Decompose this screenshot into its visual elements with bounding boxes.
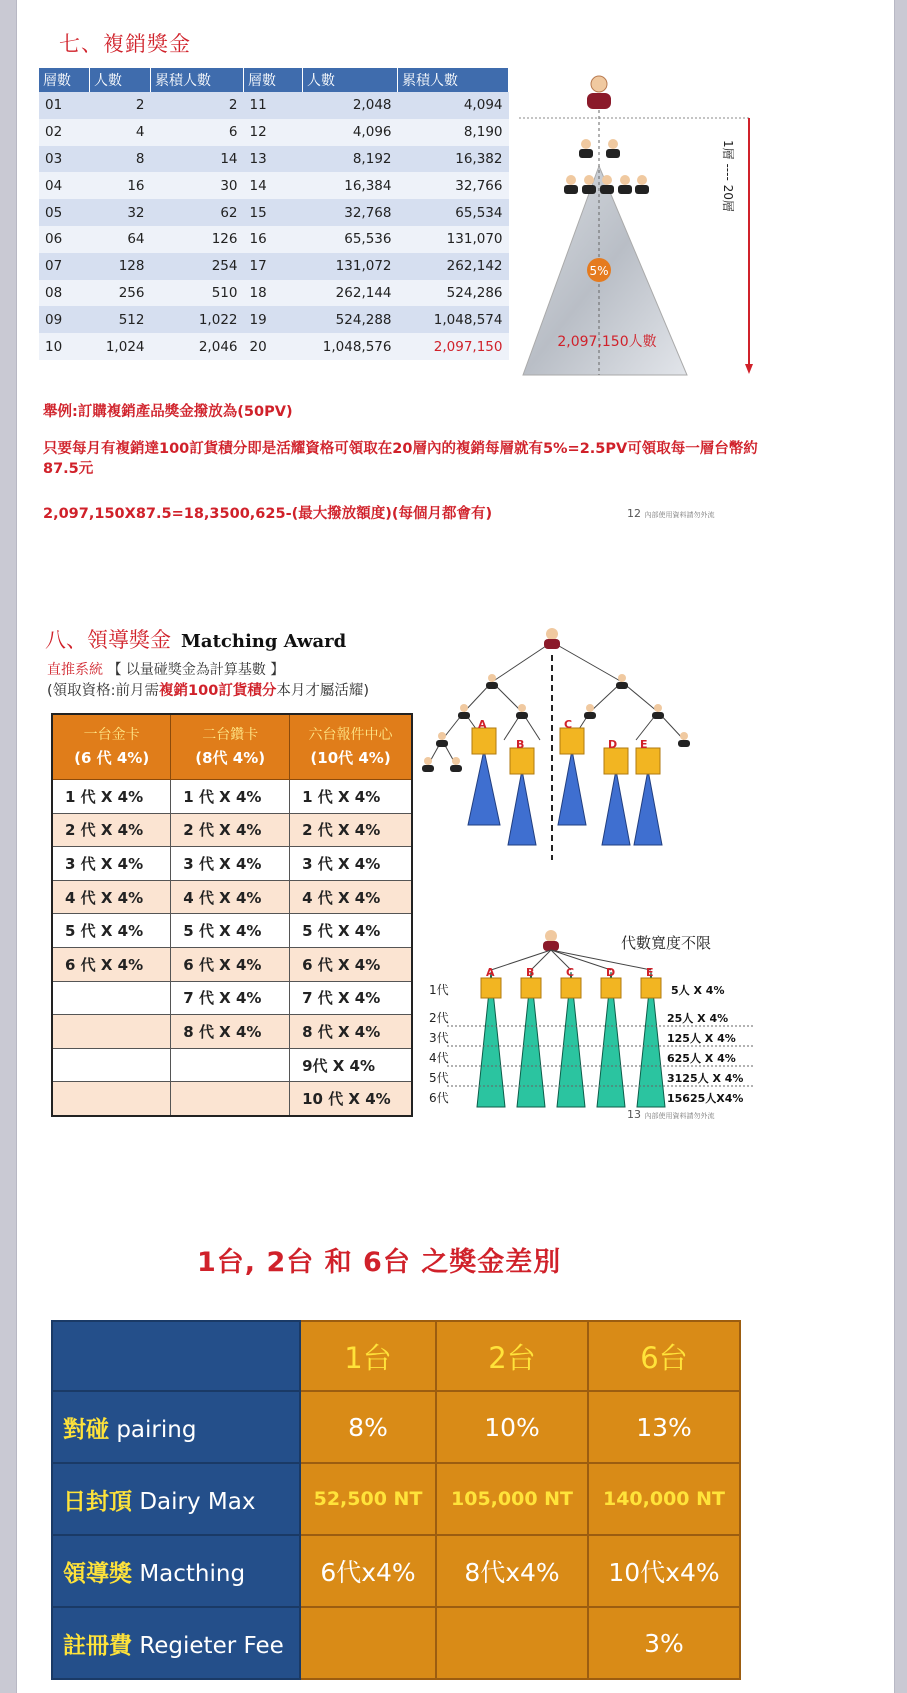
table-header-row	[52, 1321, 740, 1391]
gen-label-c: C	[566, 966, 575, 979]
example-note: 舉例:訂購複銷產品獎金撥放為(50PV)	[43, 404, 293, 420]
table-row	[52, 1391, 740, 1463]
table-cell: 05	[39, 199, 90, 226]
table-cell: 16	[90, 172, 151, 199]
table-cell: 07	[39, 253, 90, 280]
eligibility-subtitle: (領取資格:前月需複銷100訂貨積分本月才屬活耀)	[47, 683, 369, 699]
table-cell: 1,048,574	[398, 306, 509, 333]
total-people-label: 2,097,150人數	[557, 334, 657, 350]
page-number: 12 內部使用資料請勿外流	[627, 507, 715, 520]
table-cell: 126	[151, 226, 244, 253]
table-cell: 2 代 X 4%	[52, 813, 171, 847]
percent-badge: 5%	[589, 264, 609, 278]
table-cell: 03	[39, 146, 90, 173]
table-cell: 2,046	[151, 333, 244, 360]
table-row	[52, 1607, 740, 1679]
tree-label-e: E	[640, 738, 648, 751]
table-cell: 14	[244, 172, 303, 199]
table-cell: 8 代 X 4%	[290, 1015, 412, 1049]
table-cell: 02	[39, 119, 90, 146]
corner-cell	[52, 1321, 300, 1391]
table-cell: 64	[90, 226, 151, 253]
table-row	[52, 1082, 412, 1116]
header-cumulative: 累積人數	[151, 68, 244, 92]
table-cell: 262,142	[398, 253, 509, 280]
table-cell: 140,000 NT	[588, 1463, 740, 1535]
table-row	[52, 1463, 740, 1535]
table-cell: 15	[244, 199, 303, 226]
table-cell: 12	[244, 119, 303, 146]
header-level: 層數	[39, 68, 90, 92]
table-cell: 3 代 X 4%	[52, 847, 171, 881]
table-cell	[171, 1048, 290, 1082]
gen-row-1: 1代	[429, 983, 449, 997]
table-cell: 7 代 X 4%	[171, 981, 290, 1015]
table-cell: 2,048	[303, 92, 398, 119]
table-cell: 256	[90, 280, 151, 307]
table-cell: 3%	[588, 1607, 740, 1679]
table-cell: 4,094	[398, 92, 509, 119]
matching-tree-diagram	[422, 620, 732, 860]
gen-row-3: 3代	[429, 1031, 449, 1045]
document-page	[16, 0, 895, 1693]
bonus-comparison-table	[51, 1320, 741, 1680]
table-cell: 8,190	[398, 119, 509, 146]
table-cell: 8 代 X 4%	[171, 1015, 290, 1049]
table-cell: 5 代 X 4%	[171, 914, 290, 948]
row-label-daily-max: 日封頂 Dairy Max	[52, 1463, 300, 1535]
table-cell: 65,534	[398, 199, 509, 226]
table-cell: 4,096	[303, 119, 398, 146]
table-cell: 19	[244, 306, 303, 333]
row-label-matching: 領導獎 Macthing	[52, 1535, 300, 1607]
table-cell: 16,384	[303, 172, 398, 199]
header-diamond-card: 二台鑽卡 (8代 4%)	[171, 714, 290, 780]
table-cell: 20	[244, 333, 303, 360]
table-cell: 4 代 X 4%	[171, 880, 290, 914]
table-cell: 10%	[436, 1391, 588, 1463]
table-cell: 4 代 X 4%	[52, 880, 171, 914]
direct-system-subtitle: 直推系統 【 以量碰獎金為計算基數 】	[47, 662, 285, 678]
table-cell: 7 代 X 4%	[290, 981, 412, 1015]
table-cell	[436, 1607, 588, 1679]
table-header-row	[39, 68, 509, 92]
gen-count-2: 25人 X 4%	[667, 1012, 729, 1025]
page-number: 13 內部使用資料請勿外流	[627, 1108, 715, 1121]
table-cell: 128	[90, 253, 151, 280]
table-cell: 2	[90, 92, 151, 119]
tree-label-d: D	[608, 738, 618, 751]
table-header-row	[52, 714, 412, 780]
gen-row-4: 4代	[429, 1051, 449, 1065]
gen-count-4: 625人 X 4%	[667, 1052, 736, 1065]
tree-label-b: B	[516, 738, 525, 751]
table-cell: 01	[39, 92, 90, 119]
gen-count-3: 125人 X 4%	[667, 1032, 736, 1045]
gen-label-d: D	[606, 966, 616, 979]
table-cell: 09	[39, 306, 90, 333]
gen-label-b: B	[526, 966, 535, 979]
table-cell: 3 代 X 4%	[290, 847, 412, 881]
table-row	[52, 780, 412, 814]
table-cell: 10 代 X 4%	[290, 1082, 412, 1116]
table-cell: 6 代 X 4%	[52, 947, 171, 981]
row-label-pairing: 對碰 pairing	[52, 1391, 300, 1463]
table-cell: 11	[244, 92, 303, 119]
gen-label-a: A	[486, 966, 495, 979]
table-row	[52, 947, 412, 981]
table-cell: 254	[151, 253, 244, 280]
table-row	[39, 199, 509, 226]
table-cell: 32,766	[398, 172, 509, 199]
table-row	[39, 253, 509, 280]
table-cell: 4	[90, 119, 151, 146]
table-cell: 5 代 X 4%	[290, 914, 412, 948]
table-row	[52, 813, 412, 847]
table-cell: 6代x4%	[300, 1535, 436, 1607]
table-cell: 8,192	[303, 146, 398, 173]
table-row	[39, 280, 509, 307]
table-cell	[52, 1048, 171, 1082]
table-cell: 524,288	[303, 306, 398, 333]
table-cell: 13	[244, 146, 303, 173]
table-cell: 131,070	[398, 226, 509, 253]
gen-row-5: 5代	[429, 1071, 449, 1085]
table-cell	[300, 1607, 436, 1679]
table-cell: 1 代 X 4%	[171, 780, 290, 814]
table-cell: 4 代 X 4%	[290, 880, 412, 914]
header-cumulative: 累積人數	[398, 68, 509, 92]
table-cell: 04	[39, 172, 90, 199]
table-row	[52, 847, 412, 881]
table-row	[39, 226, 509, 253]
table-row	[52, 1048, 412, 1082]
table-cell: 18	[244, 280, 303, 307]
header-gold-card: 一台金卡 (6 代 4%)	[52, 714, 171, 780]
table-cell: 1,022	[151, 306, 244, 333]
row-label-register-fee: 註冊費 Regieter Fee	[52, 1607, 300, 1679]
table-cell: 512	[90, 306, 151, 333]
table-row	[39, 119, 509, 146]
repeat-sales-table	[39, 68, 509, 360]
section7-title: 七、複銷獎金	[59, 32, 191, 56]
table-cell: 510	[151, 280, 244, 307]
gen-label-e: E	[646, 966, 654, 979]
max-payout-note: 2,097,150X87.5=18,3500,625-(最大撥放額度)(每個月都會有)	[43, 506, 493, 522]
table-cell: 524,286	[398, 280, 509, 307]
gen-count-1: 5人 X 4%	[671, 984, 725, 997]
table-row	[52, 914, 412, 948]
table-cell: 2	[151, 92, 244, 119]
width-unlimited-note: 代數寬度不限	[621, 934, 712, 952]
table-cell: 2 代 X 4%	[171, 813, 290, 847]
qualification-note: 只要每月有複銷達100訂貨積分即是活耀資格可領取在20層內的複銷每層就有5%=2.5PV可領取每一層台幣約 87.5元	[43, 441, 758, 477]
gen-count-5: 3125人 X 4%	[667, 1072, 744, 1085]
table-cell: 8%	[300, 1391, 436, 1463]
table-cell: 62	[151, 199, 244, 226]
table-cell: 08	[39, 280, 90, 307]
table-row	[52, 880, 412, 914]
gen-count-6: 15625人X4%	[667, 1092, 744, 1105]
table-cell: 6	[151, 119, 244, 146]
header-people: 人數	[90, 68, 151, 92]
column-1-unit: 1台	[300, 1321, 436, 1391]
table-cell: 2,097,150	[398, 333, 509, 360]
column-2-unit: 2台	[436, 1321, 588, 1391]
table-cell: 06	[39, 226, 90, 253]
table-cell: 5 代 X 4%	[52, 914, 171, 948]
generations-diagram	[427, 922, 757, 1117]
gen-row-2: 2代	[429, 1011, 449, 1025]
level-range-label: 1層 ---- 20層	[721, 140, 735, 212]
pyramid-illustration	[517, 70, 757, 380]
section9-title: 1台, 2台 和 6台 之獎金差別	[197, 1247, 562, 1278]
table-cell: 10代x4%	[588, 1535, 740, 1607]
table-cell: 16,382	[398, 146, 509, 173]
table-row	[52, 1015, 412, 1049]
table-cell: 6 代 X 4%	[171, 947, 290, 981]
table-cell: 1,024	[90, 333, 151, 360]
table-cell: 32,768	[303, 199, 398, 226]
table-cell: 6 代 X 4%	[290, 947, 412, 981]
table-row	[39, 333, 509, 360]
tree-label-c: C	[564, 718, 573, 731]
table-cell: 8	[90, 146, 151, 173]
table-row	[39, 172, 509, 199]
table-cell: 30	[151, 172, 244, 199]
table-cell: 14	[151, 146, 244, 173]
table-cell: 2 代 X 4%	[290, 813, 412, 847]
table-cell	[52, 1015, 171, 1049]
section8-title: 八、領導獎金 Matching Award	[45, 628, 347, 652]
table-row	[52, 1535, 740, 1607]
table-row	[39, 92, 509, 119]
table-cell: 262,144	[303, 280, 398, 307]
table-cell: 32	[90, 199, 151, 226]
table-cell: 105,000 NT	[436, 1463, 588, 1535]
table-cell: 9代 X 4%	[290, 1048, 412, 1082]
tree-label-a: A	[478, 718, 487, 731]
table-cell: 1 代 X 4%	[52, 780, 171, 814]
table-cell: 131,072	[303, 253, 398, 280]
table-cell	[171, 1082, 290, 1116]
column-6-unit: 6台	[588, 1321, 740, 1391]
table-cell: 13%	[588, 1391, 740, 1463]
table-cell: 8代x4%	[436, 1535, 588, 1607]
table-row	[39, 306, 509, 333]
table-cell: 1,048,576	[303, 333, 398, 360]
table-cell: 3 代 X 4%	[171, 847, 290, 881]
header-people: 人數	[303, 68, 398, 92]
table-cell: 52,500 NT	[300, 1463, 436, 1535]
person-icon	[587, 76, 611, 109]
table-cell: 65,536	[303, 226, 398, 253]
header-report-center: 六台報件中心 (10代 4%)	[290, 714, 412, 780]
table-cell: 1 代 X 4%	[290, 780, 412, 814]
matching-award-table	[51, 713, 413, 1117]
table-cell: 16	[244, 226, 303, 253]
header-level: 層數	[244, 68, 303, 92]
table-cell: 17	[244, 253, 303, 280]
table-cell	[52, 1082, 171, 1116]
table-row	[52, 981, 412, 1015]
table-cell: 10	[39, 333, 90, 360]
table-cell	[52, 981, 171, 1015]
table-row	[39, 146, 509, 173]
gen-row-6: 6代	[429, 1091, 449, 1105]
